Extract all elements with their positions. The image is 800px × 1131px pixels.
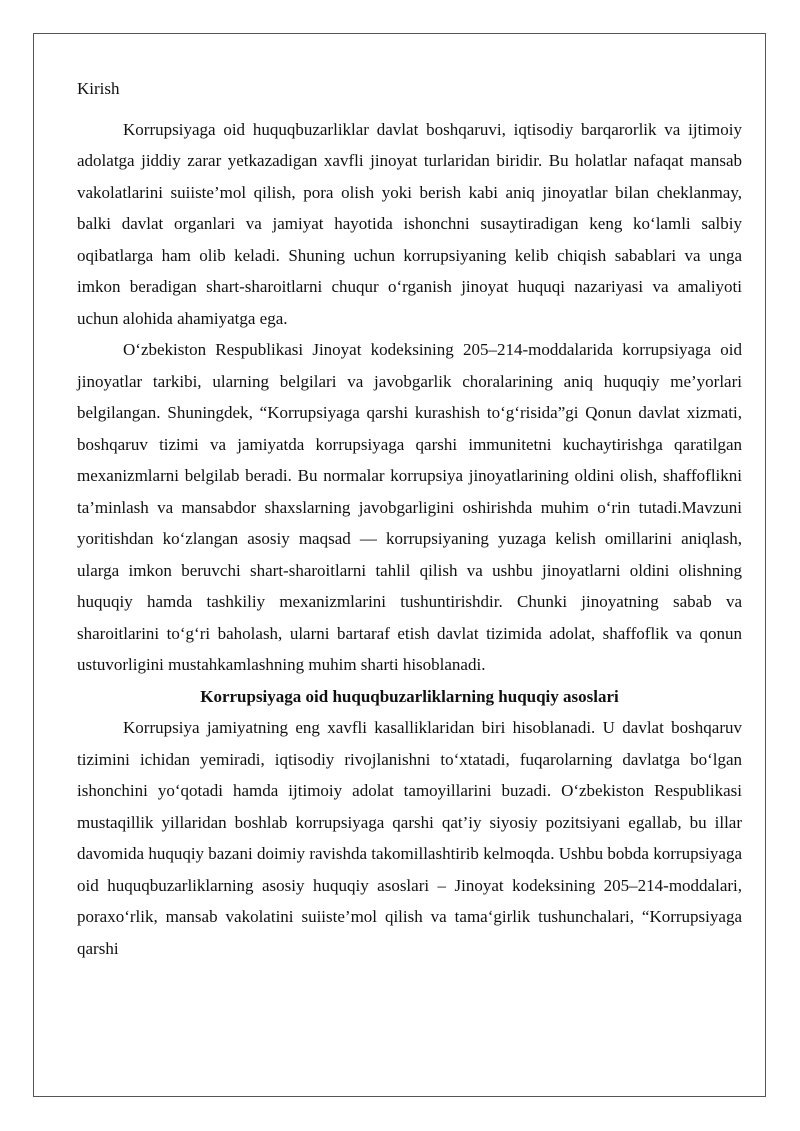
section-heading: Korrupsiyaga oid huquqbuzarliklarning huquqiy asoslari — [200, 686, 619, 706]
paragraph-intro-2: O‘zbekiston Respublikasi Jinoyat kodeksining 205–214-moddalarida korrupsiyaga oid jinoyatlar tarkibi, ularning belgilari va javobgarlik choralarining aniq huquqiy me’yorlari belgilangan. Shuningdek, “Korrupsiyaga qarshi kurashish to‘g‘risida”gi Qonun davlat xizmati, boshqaruv tizimi va jamiyatda korrupsiyaga qarshi immunitetni kuchaytirishga qaratilgan mexanizmlarni belgilab beradi. Bu normalar korrupsiya jinoyatlarining oldini olish, shaffoflikni ta’minlash va mansabdor shaxslarning javobgarligini oshirishda muhim o‘rin tutadi.Mavzuni yoritishdan ko‘zlangan asosiy maqsad — korrupsiyaning yuzaga kelish omillarini aniqlash, ularga imkon beruvchi shart-sharoitlarni tahlil qilish va ushbu jinoyatlarni oldini olishning huquqiy hamda tashkiliy mexanizmlarini tushuntirishdir. Chunki jinoyatning sabab va sharoitlarini to‘g‘ri baholash, ularni bartaraf etish davlat tizimida adolat, shaffoflik va qonun ustuvorligini mustahkamlashning muhim sharti hisoblanadi. — [77, 340, 742, 674]
paragraph-intro-1: Korrupsiyaga oid huquqbuzarliklar davlat boshqaruvi, iqtisodiy barqarorlik va ijtimoiy adolatga jiddiy zarar yetkazadigan xavfli jinoyat turlaridan biridir. Bu holatlar nafaqat mansab vakolatlarini suiiste’mol qilish, pora olish yoki berish kabi aniq jinoyatlar bilan cheklanmay, balki davlat organlari va jamiyat hayotida ishonchni susaytiradigan keng ko‘lamli salbiy oqibatlarga ham olib keladi. Shuning uchun korrupsiyaning kelib chiqish sabablari va unga imkon beradigan shart-sharoitlarni chuqur o‘rganish jinoyat huquqi nazariyasi va amaliyoti uchun alohida ahamiyatga ega. — [77, 119, 742, 328]
intro-heading: Kirish — [77, 79, 120, 98]
document-body — [77, 73, 742, 964]
paragraph-section-1: Korrupsiya jamiyatning eng xavfli kasalliklaridan biri hisoblanadi. U davlat boshqaruv tizimini ichidan yemiradi, iqtisodiy rivojlanishni to‘xtatadi, fuqarolarning davlatga bo‘lgan ishonchini yo‘qotadi hamda ijtimoiy adolat tamoyillarini buzadi. O‘zbekiston Respublikasi mustaqillik yillaridan boshlab korrupsiyaga qarshi qat’iy siyosiy pozitsiyani egallab, bu illar davomida huquqiy bazani doimiy ravishda takomillashtirib kelmoqda. Ushbu bobda korrupsiyaga oid huquqbuzarliklarning asosiy huquqiy asoslari – Jinoyat kodeksining 205–214-moddalari, poraxo‘rlik, mansab vakolatini suiiste’mol qilish va tama‘girlik tushunchalari, “Korrupsiyaga qarshi — [77, 718, 742, 958]
